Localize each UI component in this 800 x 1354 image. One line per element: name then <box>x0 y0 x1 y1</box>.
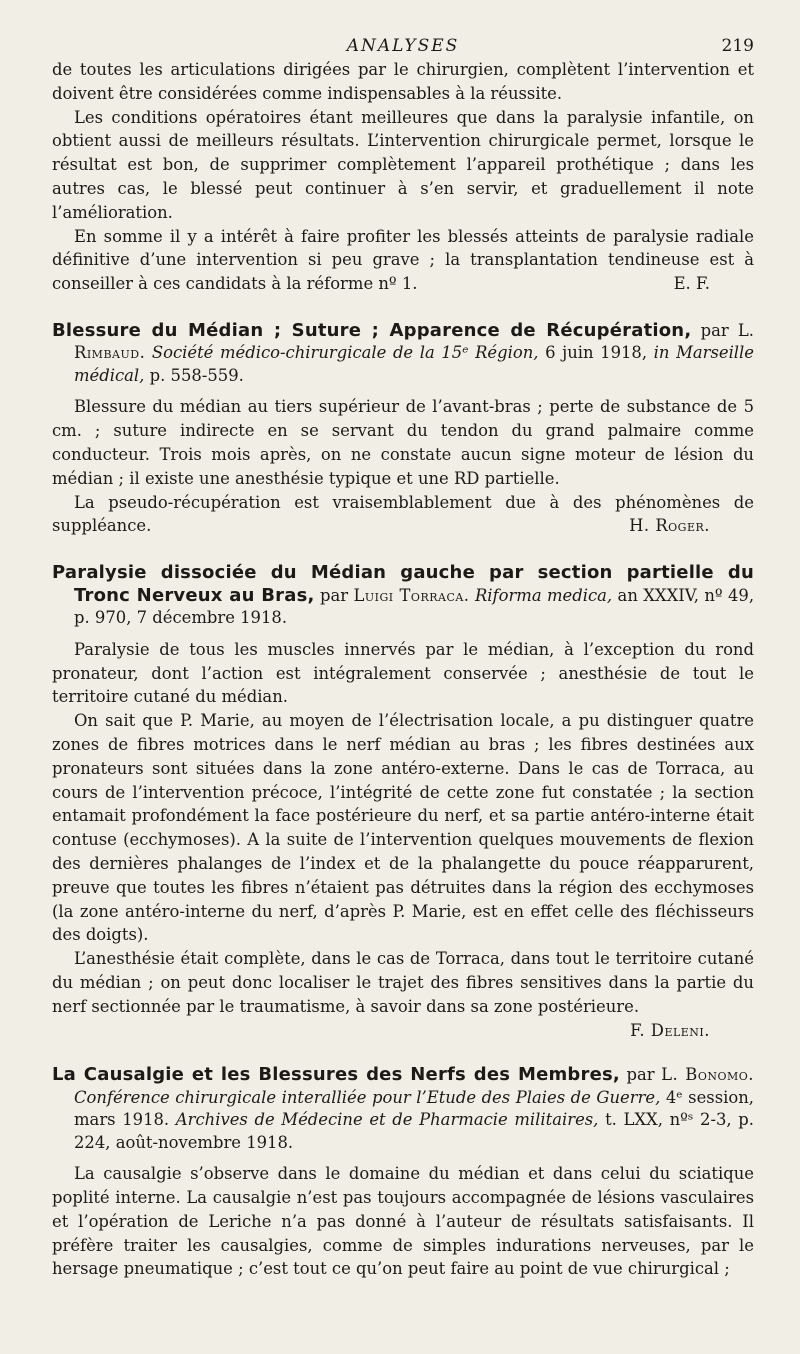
article-journal: Archives de Médecine et de Pharmacie militaires, <box>175 1110 599 1130</box>
article-source: Riforma medica, <box>474 585 613 605</box>
article-torraca <box>52 562 754 1042</box>
article-author: Luigi Torraca. <box>353 585 470 605</box>
article-volume: an XXXIV, nº 49, p. 970, 7 décembre 1918. <box>74 585 755 628</box>
article-paragraph: L’anesthésie était complète, dans le cas de Torraca, dans tout le territoire cutané du médian ; on peut donc localiser le trajet des fibres sensitives dans la partie du nerf sectionnée par le traumatisme, à savoir dans sa zone postérieure. <box>52 949 754 1016</box>
article-heading <box>52 562 754 630</box>
article-heading <box>52 320 754 388</box>
article-title: Blessure du Médian ; Suture ; Apparence de Récupération, <box>52 319 692 341</box>
article-bonomo <box>52 1064 754 1281</box>
article-by: par <box>626 1065 655 1085</box>
article-title: La Causalgie et les Blessures des Nerfs des Membres, <box>52 1064 620 1086</box>
article-signature: H. Roger. <box>629 516 710 536</box>
article-rimbaud <box>52 320 754 538</box>
page-number: 219 <box>721 36 754 56</box>
article-paragraph: Blessure du médian au tiers supérieur de l’avant-bras ; perte de substance de 5 cm. ; suture indirecte en se servant du tendon du grand palmaire comme conducteur. Trois mois après, on ne constate aucun signe moteur de lésion du médian ; il existe une anesthésie typique et une RD partielle. <box>52 397 754 488</box>
article-date: 6 juin 1918, <box>545 343 648 363</box>
intro-signature: E. F. <box>673 274 710 294</box>
article-signature: F. Deleni. <box>630 1020 710 1040</box>
article-paragraph: Paralysie de tous les muscles innervés par le médian, à l’exception du rond pronateur, dont l’action est intégralement conservée ; anesthésie de tout le territoire cutané du médian. <box>52 639 754 707</box>
article-author-initial: L. <box>737 320 754 340</box>
article-in: in <box>653 343 670 363</box>
article-heading <box>52 1064 754 1154</box>
article-paragraph: La causalgie s’observe dans le domaine du médian et dans celui du sciatique poplité interne. La causalgie n’est pas toujours accompagnée de lésions vasculaires et l’opération de Leriche n’a pas donné à l’auteur de résultats satisfaisants. Il préfère traiter les causalgies, comme de simples indurations nerveuses, par le hersage pneumatique ; c’est tout ce qu’on peut faire au point de vue chirurgical ; <box>52 1164 754 1279</box>
article-journal: Marseille médical, <box>74 343 754 385</box>
intro-paragraph-3 <box>52 225 754 296</box>
article-paragraph <box>52 491 754 539</box>
intro-paragraph-3-text: En somme il y a intérêt à faire profiter les blessés atteints de paralysie radiale définitive d’une intervention si peu grave ; la transplantation tendineuse est à conseiller à ces candidats à la réforme nº 1. <box>52 226 754 294</box>
article-paragraph: On sait que P. Marie, au moyen de l’électrisation locale, a pu distinguer quatre zones de fibres motrices dans le nerf médian au bras ; les fibres destinées aux pronateurs sont situées dans la zone antéro-externe. Dans le cas de Torraca, au cours de l’intervention précoce, l’intégrité de cette zone fut constatée ; la section entamait profondément la face postérieure du nerf, et sa partie antéro-interne était contuse (ecchymoses). A la suite de l’intervention quelques mouvements de flexion des dernières phalanges de l’index et de la phalangette du pouce réapparurent, preuve que toutes les fibres n’étaient pas détruites dans la région des ecchymoses (la zone antéro-interne du nerf, d’après P. Marie, est en effet celle des fléchisseurs des doigts). <box>52 711 754 945</box>
article-by: par <box>700 320 729 340</box>
article-pages: p. 558-559. <box>149 365 244 385</box>
article-author: L. Bonomo. <box>661 1065 754 1085</box>
intro-paragraph-1: de toutes les articulations dirigées par le chirurgien, complètent l’intervention et doivent être considérées comme indispensables à la réussite. <box>52 60 754 103</box>
running-title: ANALYSES <box>346 36 460 56</box>
article-paragraph-text: La pseudo-récupération est vraisemblablement due à des phénomènes de suppléance. <box>52 492 754 536</box>
article-volume: t. LXX, nºˢ 2-3, p. 224, août-novembre 1918. <box>74 1110 754 1152</box>
running-head <box>52 30 754 58</box>
article-title: Paralysie dissociée du Médian gauche par section partielle du Tronc Nerveux au Bras, <box>52 562 754 606</box>
article-source: Conférence chirurgicale interalliée pour l’Etude des Plaies de Guerre, <box>74 1087 661 1107</box>
article-source: Société médico-chirurgicale de la 15ᵉ Région, <box>151 343 539 363</box>
article-by: par <box>319 585 349 605</box>
intro-paragraph-2: Les conditions opératoires étant meilleures que dans la paralysie infantile, on obtient aussi de meilleurs résultats. L’intervention chirurgicale permet, lorsque le résultat est bon, de supprimer complètement l’appareil prothétique ; dans les autres cas, le blessé peut continuer à s’en servir, et graduellement il note l’amélioration. <box>52 107 754 222</box>
article-session: 4ᵉ session, mars 1918. <box>74 1087 754 1130</box>
article-author: Rimbaud. <box>74 343 146 363</box>
